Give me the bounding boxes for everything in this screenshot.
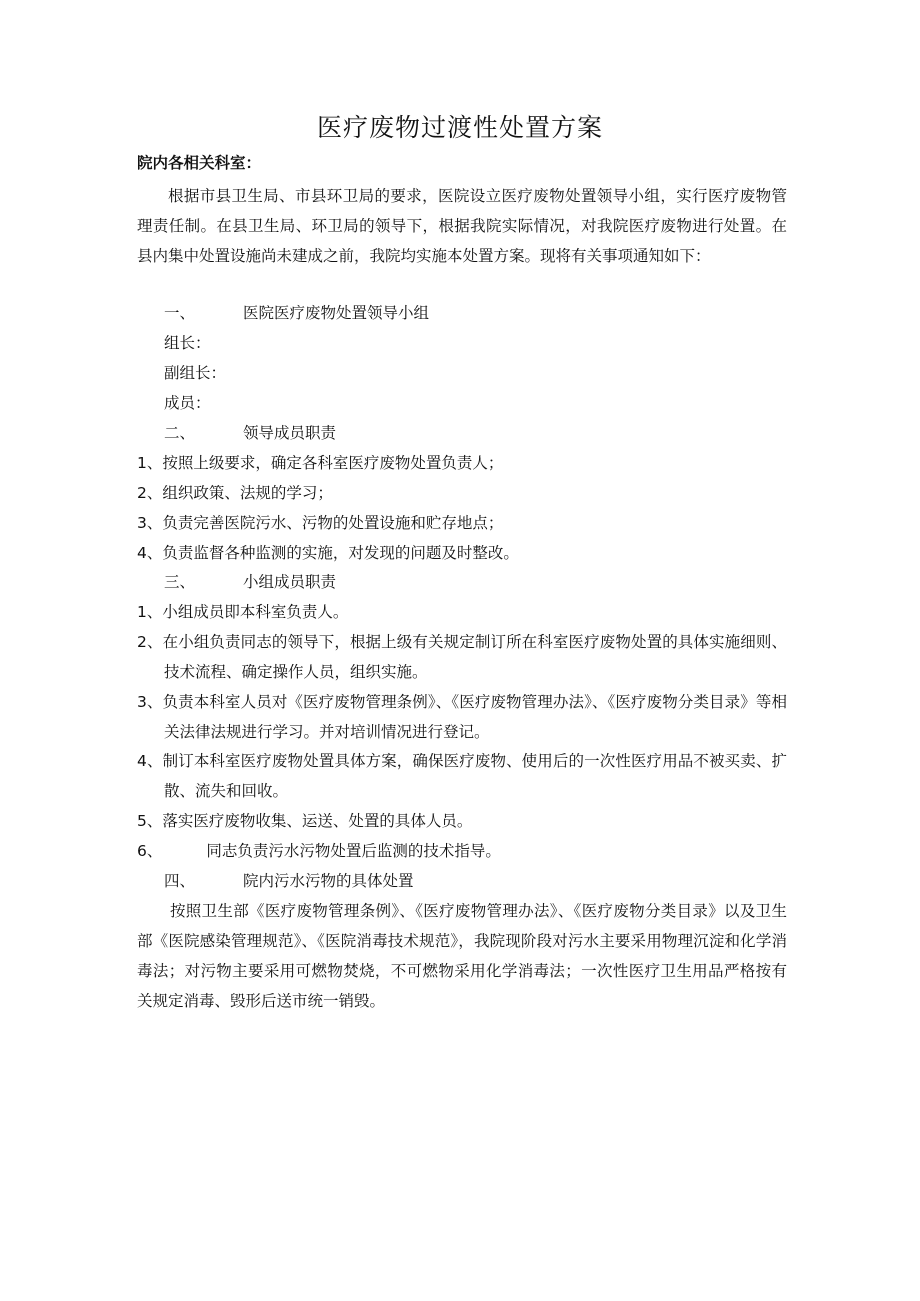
item-text: 组织政策、法规的学习； <box>162 484 333 502</box>
section-2-item-2 <box>137 478 787 508</box>
item-number: 2、 <box>137 484 163 502</box>
section-1-title: 医院医疗废物处置领导小组 <box>243 304 430 322</box>
deputy-leader-line: 副组长： <box>164 364 227 382</box>
document-title: 医疗废物过渡性处置方案 <box>316 113 603 142</box>
item-text: 小组成员即本科室负责人。 <box>162 603 349 621</box>
addressee: 院内各相关科室： <box>137 154 262 172</box>
leader-line: 组长： <box>164 334 211 352</box>
item-number: 1、 <box>137 603 163 621</box>
section-3-number: 三、 <box>164 573 196 591</box>
section-3-item-2 <box>137 627 787 687</box>
section-4-title: 院内污水污物的具体处置 <box>243 872 414 890</box>
item-text: 同志负责污水污物处置后监测的技术指导。 <box>206 842 501 860</box>
item-number: 5、 <box>137 812 163 830</box>
section-3-heading <box>164 567 336 597</box>
section-4-body: 按照卫生部《医疗废物管理条例》、《医疗废物管理办法》、《医疗废物分类目录》以及卫生部《医院感染管理规范》、《医院消毒技术规范》，我院现阶段对污水主要采用物理沉淀和化学消毒法；对污物主要采用可燃物焚烧，不可燃物采用化学消毒法；一次性医疗卫生用品严格按有关规定消毒、毁形后送市统一销毁。 <box>137 902 787 1010</box>
intro-paragraph: 根据市县卫生局、市县环卫局的要求，医院设立医疗废物处置领导小组，实行医疗废物管理责任制。在县卫生局、环卫局的领导下，根据我院实际情况，对我院医疗废物进行处置。在县内集中处置设施尚未建成之前，我院均实施本处置方案。现将有关事项通知如下： <box>137 187 787 265</box>
section-2-heading <box>164 418 336 448</box>
item-text: 负责监督各种监测的实施，对发现的问题及时整改。 <box>162 544 519 562</box>
item-text: 制订本科室医疗废物处置具体方案，确保医疗废物、使用后的一次性医疗用品不被买卖、扩散、流失和回收。 <box>162 752 787 800</box>
section-1-heading <box>164 298 429 328</box>
item-text: 负责完善医院污水、污物的处置设施和贮存地点； <box>162 514 504 532</box>
section-2-item-3 <box>137 508 787 538</box>
members-line: 成员： <box>164 394 211 412</box>
section-3-item-3 <box>137 687 787 747</box>
item-number: 3、 <box>137 693 163 711</box>
item-number: 4、 <box>137 544 163 562</box>
section-3-item-5 <box>137 806 787 836</box>
item-text: 负责本科室人员对《医疗废物管理条例》、《医疗废物管理办法》、《医疗废物分类目录》等相关法律法规进行学习。并对培训情况进行登记。 <box>162 693 787 741</box>
item-number: 2、 <box>137 633 163 651</box>
section-3-title: 小组成员职责 <box>243 573 337 591</box>
section-3-item-4 <box>137 746 787 806</box>
section-2-item-1 <box>137 448 787 478</box>
item-number: 4、 <box>137 752 163 770</box>
section-4-number: 四、 <box>164 872 196 890</box>
section-2-title: 领导成员职责 <box>243 424 337 442</box>
item-text: 落实医疗废物收集、运送、处置的具体人员。 <box>162 812 473 830</box>
section-1-number: 一、 <box>164 304 196 322</box>
section-2-item-4 <box>137 538 787 568</box>
section-3-item-6 <box>137 836 501 866</box>
item-number: 3、 <box>137 514 163 532</box>
section-4-heading <box>164 866 414 896</box>
item-text: 按照上级要求，确定各科室医疗废物处置负责人； <box>162 454 504 472</box>
section-2-number: 二、 <box>164 424 196 442</box>
section-3-item-1 <box>137 597 787 627</box>
item-number: 1、 <box>137 454 163 472</box>
item-number: 6、 <box>137 842 163 860</box>
item-text: 在小组负责同志的领导下，根据上级有关规定制订所在科室医疗废物处置的具体实施细则、技术流程、确定操作人员，组织实施。 <box>162 633 787 681</box>
